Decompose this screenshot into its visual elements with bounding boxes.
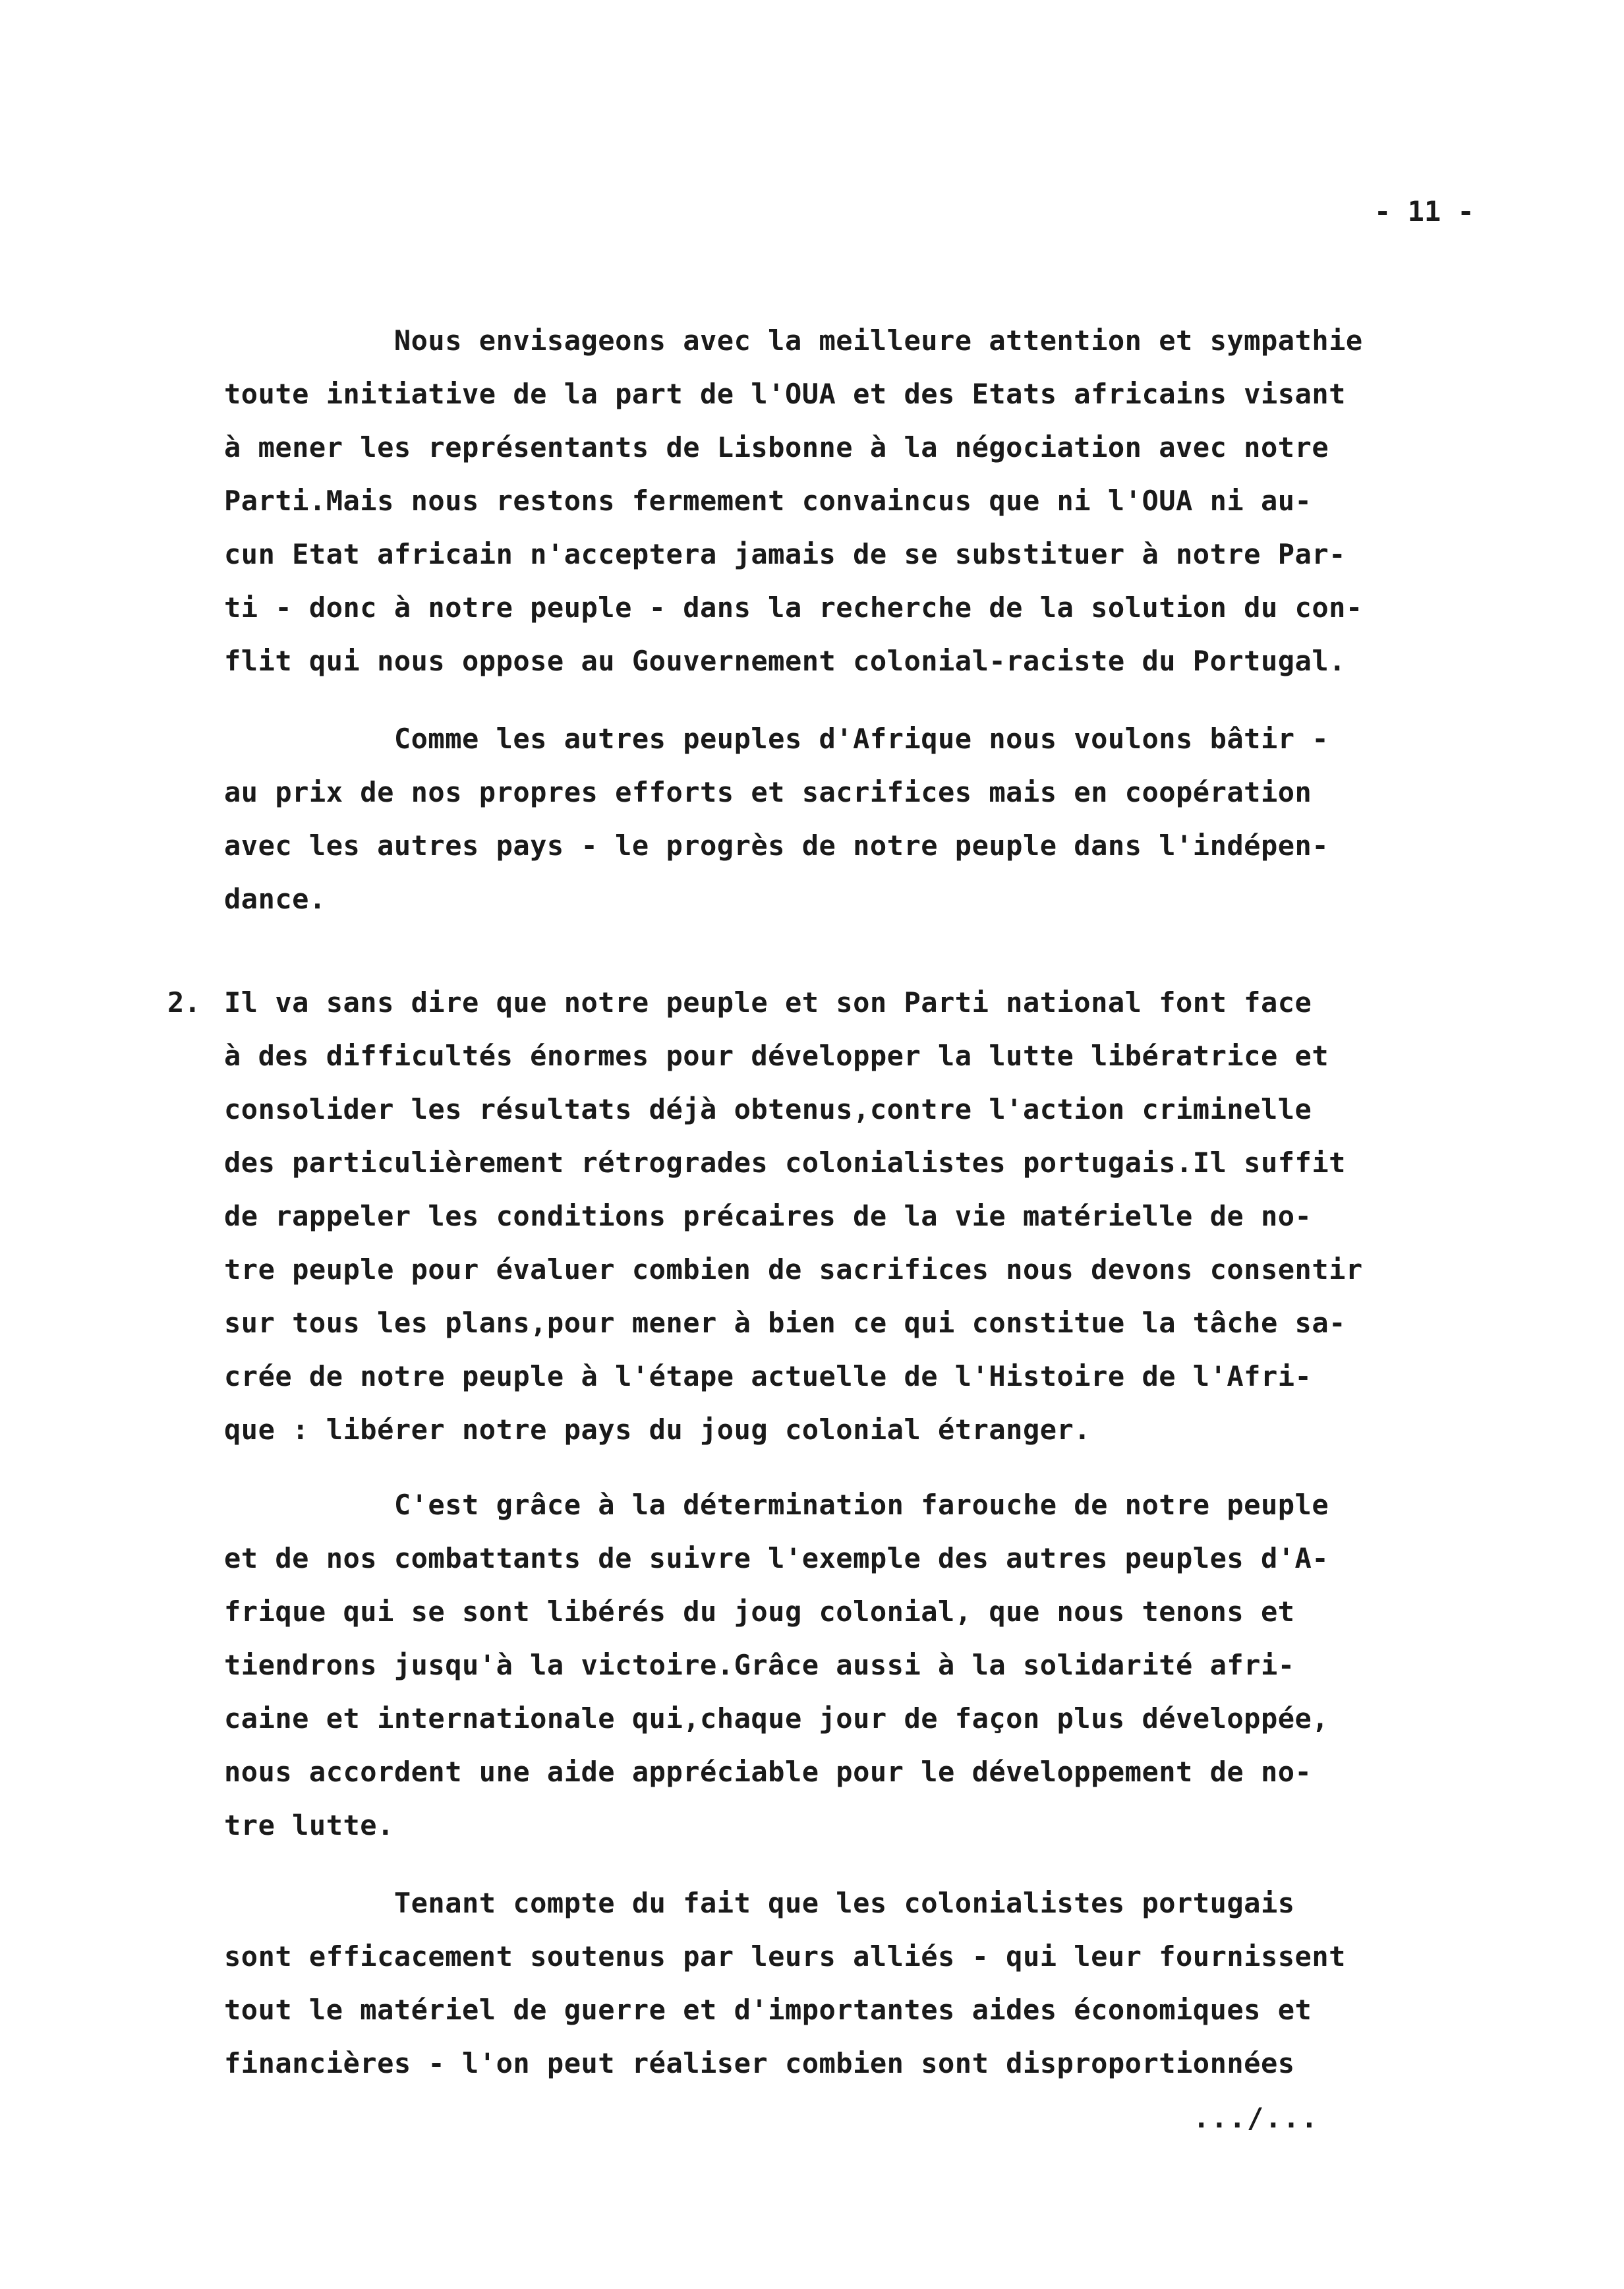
text-line: caine et internationale qui,chaque jour de façon plus développée, [224, 1702, 1329, 1735]
text-line: tre peuple pour évaluer combien de sacrifices nous devons consentir [224, 1253, 1363, 1286]
paragraph-3 [224, 976, 1363, 1456]
text-line: C'est grâce à la détermination farouche de notre peuple [224, 1489, 1329, 1521]
text-line: avec les autres pays - le progrès de notre peuple dans l'indépen- [224, 829, 1329, 862]
text-line: et de nos combattants de suivre l'exemple des autres peuples d'A- [224, 1542, 1329, 1574]
text-line: tout le matériel de guerre et d'importantes aides économiques et [224, 1994, 1312, 2026]
continuation-mark: .../... [1193, 2102, 1320, 2134]
text-line: de rappeler les conditions précaires de la vie matérielle de no- [224, 1200, 1312, 1232]
paragraph-1 [224, 314, 1363, 688]
text-line: dance. [224, 883, 326, 915]
text-line: à mener les représentants de Lisbonne à la négociation avec notre [224, 431, 1329, 463]
text-line: que : libérer notre pays du joug colonial étranger. [224, 1413, 1091, 1446]
text-line: crée de notre peuple à l'étape actuelle de l'Histoire de l'Afri- [224, 1360, 1312, 1392]
text-line: toute initiative de la part de l'OUA et des Etats africains visant [224, 378, 1346, 410]
text-line: Nous envisageons avec la meilleure attention et sympathie [224, 324, 1363, 357]
paragraph-2 [224, 712, 1329, 926]
text-line: flit qui nous oppose au Gouvernement colonial-raciste du Portugal. [224, 645, 1346, 677]
paragraph-5 [224, 1876, 1346, 2090]
text-line: au prix de nos propres efforts et sacrifices mais en coopération [224, 776, 1312, 808]
text-line: ti - donc à notre peuple - dans la recherche de la solution du con- [224, 591, 1363, 624]
text-line: financières - l'on peut réaliser combien sont disproportionnées [224, 2047, 1295, 2079]
text-line: Tenant compte du fait que les colonialistes portugais [224, 1887, 1295, 1919]
text-line: cun Etat africain n'acceptera jamais de se substituer à notre Par- [224, 538, 1346, 570]
text-line: frique qui se sont libérés du joug colonial, que nous tenons et [224, 1595, 1295, 1628]
text-line: Parti.Mais nous restons fermement convaincus que ni l'OUA ni au- [224, 485, 1312, 517]
text-line: Comme les autres peuples d'Afrique nous voulons bâtir - [224, 723, 1329, 755]
text-line: tre lutte. [224, 1809, 394, 1841]
text-line: des particulièrement rétrogrades colonialistes portugais.Il suffit [224, 1146, 1346, 1179]
text-line: tiendrons jusqu'à la victoire.Grâce aussi à la solidarité afri- [224, 1649, 1295, 1681]
section-number: 2. [167, 986, 201, 1019]
page-number: - 11 - [1374, 195, 1474, 227]
text-line: consolider les résultats déjà obtenus,contre l'action criminelle [224, 1093, 1312, 1125]
text-line: sur tous les plans,pour mener à bien ce qui constitue la tâche sa- [224, 1307, 1346, 1339]
text-line: à des difficultés énormes pour développer la lutte libératrice et [224, 1040, 1329, 1072]
paragraph-4 [224, 1478, 1329, 1852]
text-line: Il va sans dire que notre peuple et son Parti national font face [224, 986, 1312, 1019]
text-line: nous accordent une aide appréciable pour le développement de no- [224, 1756, 1312, 1788]
text-line: sont efficacement soutenus par leurs alliés - qui leur fournissent [224, 1940, 1346, 1973]
